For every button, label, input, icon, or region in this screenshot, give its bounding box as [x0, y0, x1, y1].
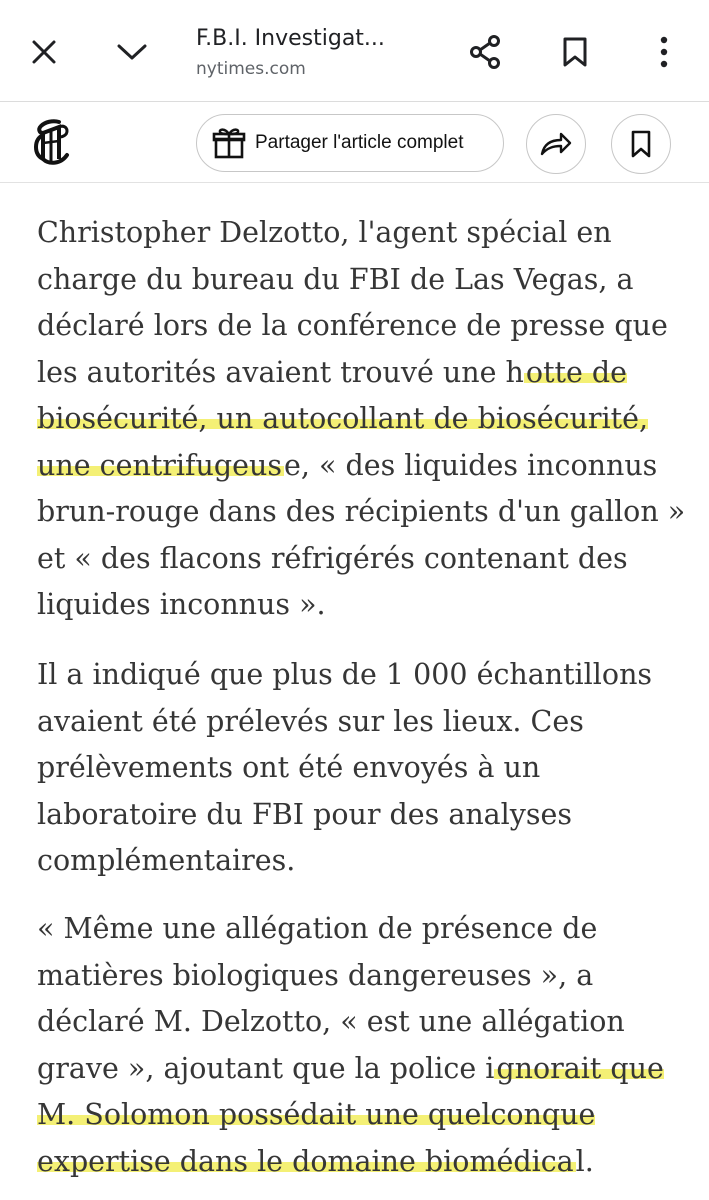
text-segment: « Même une allégation de présence de matières biologiques dangereuses », a déclaré M. Delzotto, « est une allégation grave », ajoutant que la police i: [37, 912, 625, 1085]
share-icon: [468, 34, 504, 70]
close-button[interactable]: [14, 22, 74, 82]
nyt-logo[interactable]: [28, 119, 74, 167]
share-full-article-button[interactable]: [196, 114, 504, 172]
share-button[interactable]: [456, 22, 516, 82]
article-paragraph: [37, 210, 687, 629]
more-vert-icon: [659, 36, 669, 68]
text-segment: e, « des liquides inconnus brun-rouge dans des récipients d'un gallon » et « des flacons réfrigérés contenant des liquides inconnus ».: [37, 448, 686, 621]
close-icon: [30, 38, 58, 66]
text-segment: Christopher Delzotto, l'agent spécial en charge du bureau du FBI de Las Vegas, a déclaré lors de la conférence de presse que les autorités avaient trouvé une h: [37, 216, 668, 389]
page-title: F.B.I. Investigat...: [196, 26, 385, 51]
article-paragraph: [37, 906, 687, 1185]
save-article-button[interactable]: [611, 114, 671, 174]
article-toolbar: [0, 103, 709, 183]
bookmark-button[interactable]: [545, 22, 605, 82]
chevron-down-icon: [116, 42, 148, 62]
highlighted-text: gnorait que M. Solomon possédait une quelconque expertise dans le domaine biomédica: [37, 1051, 664, 1178]
browser-toolbar: [0, 0, 709, 102]
text-segment: l.: [575, 1144, 594, 1178]
minimize-button[interactable]: [102, 22, 162, 82]
forward-share-button[interactable]: [526, 114, 586, 174]
gift-icon: [211, 125, 247, 161]
bookmark-outline-icon: [630, 129, 652, 159]
nyt-logo-icon: [29, 119, 73, 167]
text-segment: Il a indiqué que plus de 1 000 échantillons avaient été prélevés sur les lieux. Ces prélèvements ont été envoyés à un laboratoire du FBI pour des analyses complémentaires.: [37, 658, 653, 877]
more-options-button[interactable]: [634, 22, 694, 82]
article-paragraph: [37, 652, 687, 885]
page-title-block: [196, 24, 436, 80]
share-full-article-label: Partager l'article complet: [255, 132, 464, 153]
forward-arrow-icon: [539, 130, 573, 158]
page-url: nytimes.com: [196, 59, 306, 79]
highlighted-text: otte de biosécurité, un autocollant de biosécurité, une centrifugeus: [37, 355, 649, 482]
bookmark-icon: [562, 36, 588, 68]
